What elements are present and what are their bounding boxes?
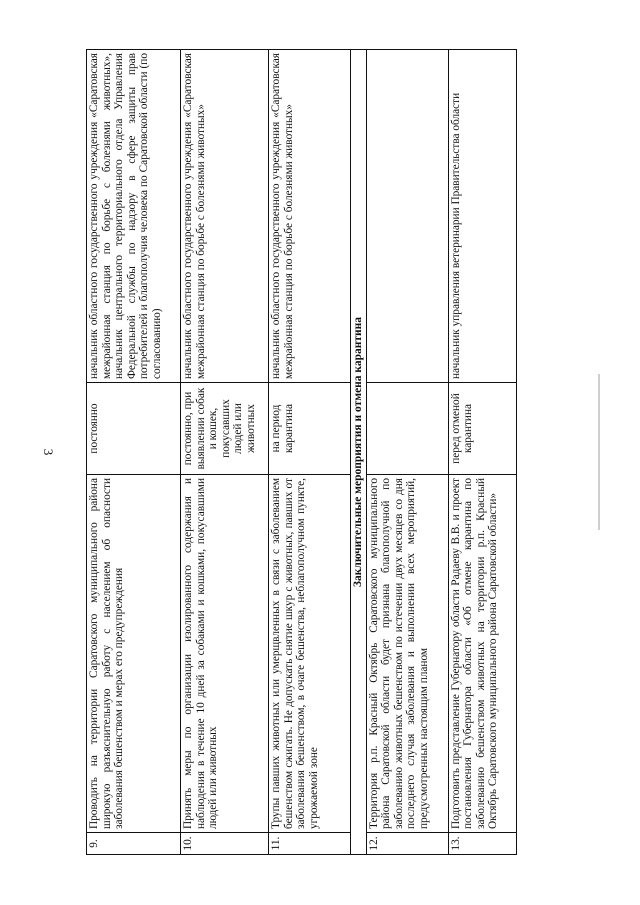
plan-table [86,49,517,855]
responsible-cell [366,50,448,383]
rotated-page-area [86,50,526,855]
term-cell: на период карантина [269,383,351,475]
table-row [87,50,181,855]
row-number: 13. [448,833,516,855]
measure-cell: Принять меры по организации изолированного содержания и наблюдения в течение 10 дней за собаками и кошками, покусавшими людей или животных [181,475,269,833]
table-row [269,50,351,855]
term-cell: перед отменой карантина [448,383,516,475]
section-title: Заключительные мероприятия и отмена карантина [351,50,367,855]
responsible-cell: начальник областного государственного учреждения «Саратовская межрайонная станция по борьбе с болезнями животных», начальник центрального территориального отдела Управления Федеральной службы по надзору в сфере защиты прав потребителей и благополучия человека по Саратовской области (по согласованию) [87,50,181,383]
row-number: 9. [87,833,181,855]
term-cell [366,383,448,475]
term-cell: постоянно [87,383,181,475]
row-number: 12. [366,833,448,855]
scan-artifact-line [598,374,600,530]
table-row [448,50,516,855]
measure-cell: Подготовить представление Губернатору области Радаеву В.В. и проект постановления Губернатора области «Об отмене карантина по заболеванию бешенством животных на территории р.п. Красный Октябрь Саратовского муниципального района Саратовской области» [448,475,516,833]
section-heading-row [351,50,367,855]
responsible-cell: начальник областного государственного учреждения «Саратовская межрайонная станция по борьбе с болезнями животных» [181,50,269,383]
plan-table-container [86,50,526,855]
measure-cell: Проводить на территории Саратовского муниципального района широкую разъяснительную работу с населением об опасности заболевания бешенством и мерах его предупреждения [87,475,181,833]
term-cell: постоянно, при выявлении собак и кошек, покусавших людей или животных [181,383,269,475]
row-number: 10. [181,833,269,855]
responsible-cell: начальник областного государственного учреждения «Саратовская межрайонная станция по борьбе с болезнями животных» [269,50,351,383]
responsible-cell: начальник управления ветеринарии Правительства области [448,50,516,383]
table-row [366,50,448,855]
table-row [181,50,269,855]
measure-cell: Трупы павших животных или умерщвленных в связи с заболеванием бешенством сжигать. Не допускать снятие шкур с животных, павших от заболевания бешенством, в очаге бешенства, неблагополучном пункте, угрожаемой зоне [269,475,351,833]
page-number: 3 [41,448,56,456]
measure-cell: Территория р.п. Красный Октябрь Саратовского муниципального района Саратовской области будет признана благополучной по заболеванию животных бешенством по истечении двух месяцев со дня последнего случая заболевания и выполнении всех мероприятий, предусмотренных настоящим планом [366,475,448,833]
row-number: 11. [269,833,351,855]
